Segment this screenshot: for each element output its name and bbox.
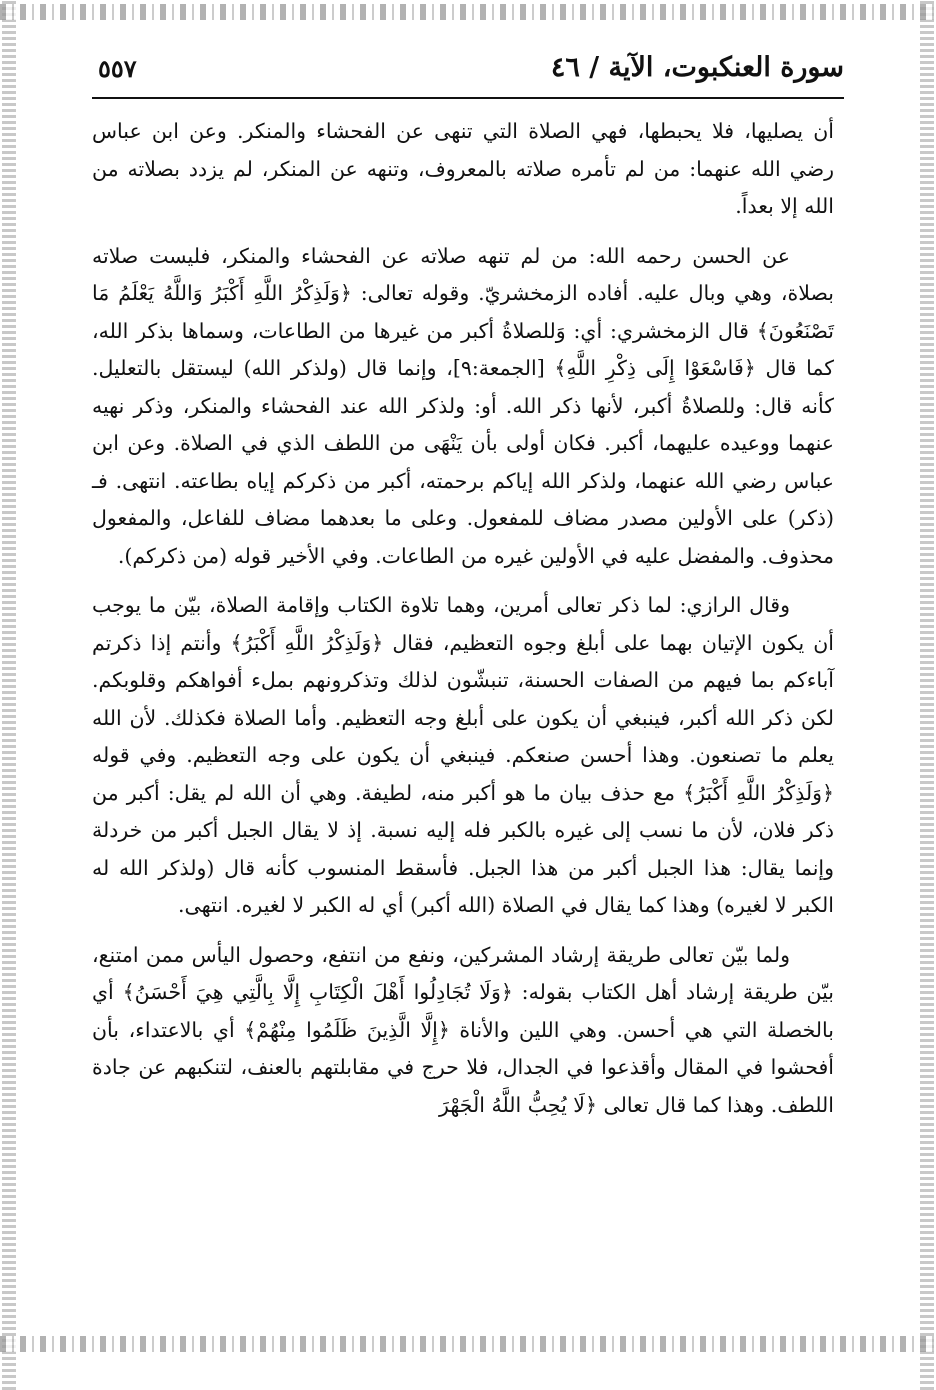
paragraph-3: وقال الرازي: لما ذكر تعالى أمرين، وهما تلاوة الكتاب وإقامة الصلاة، بيّن ما يوجب أن يكون الإتيان بهما على أبلغ وجوه التعظيم، فقال ﴿وَلَذِكْرُ اللَّهِ أَكْبَرُ﴾ وأنتم إذا ذكرتم آباءكم بما فيهم من الصفات الحسنة، تنبشّون لذلك وتذكرونهم بملء أفواهكم وقلوبكم. لكن ذكر الله أكبر، فينبغي أن يكون على أبلغ وجه التعظيم. وأما الصلاة فكذلك. لأن الله يعلم ما تصنعون. وهذا أحسن صنعكم. فينبغي أن يكون على وجه التعظيم. وفي قوله ﴿وَلَذِكْرُ اللَّهِ أَكْبَرُ﴾ مع حذف بيان ما هو أكبر منه، لطيفة. وهي أن الله لم يقل: أكبر من ذكر فلان، لأن ما نسب إلى غيره بالكبر فله إليه نسبة. إذ لا يقال الجبل أكبر من خردلة وإنما يقال: هذا الجبل أكبر من هذا الجبل. فأسقط المنسوب كأنه قال (ولذكر الله له الكبر لا لغيره) وهذا كما يقال في الصلاة (الله أكبر) أي له الكبر لا لغيره. انتهى.: [92, 593, 834, 917]
left-ornamental-border: [2, 0, 16, 1390]
bottom-ornamental-border: [0, 1336, 936, 1352]
header-rule: [92, 97, 844, 99]
page-body: [92, 113, 834, 1136]
paragraph-2: عن الحسن رحمه الله: من لم تنهه صلاته عن الفحشاء والمنكر، فليست صلاته بصلاة، وهي وبال عليه. أفاده الزمخشريّ. وقوله تعالى: ﴿وَلَذِكْرُ اللَّهِ أَكْبَرُ وَاللَّهُ يَعْلَمُ مَا تَصْنَعُونَ﴾ قال الزمخشري: أي: وَللصلاةُ أكبر من غيرها من الطاعات، وسماها بذكر الله، كما قال ﴿فَاسْعَوْا إِلَى ذِكْرِ اللَّهِ﴾ [الجمعة:٩]، وإنما قال (ولذكر الله) ليستقل بالتعليل. كأنه قال: وللصلاةُ أكبر، لأنها ذكر الله. أو: ولذكر الله عند الفحشاء والمنكر، وذكر نهيه عنهما ووعيده عليهما، أكبر. فكان أولى بأن يَنْهَى من اللطف الذي في الصلاة. وعن ابن عباس رضي الله عنهما، ولذكر الله إياكم برحمته، أكبر من ذكركم إياه بطاعته. انتهى. فـ (ذكر) على الأولين مصدر مضاف للمفعول. وعلى ما بعدهما مضاف للفاعل، والمفعول محذوف. والمفضل عليه في الأولين غيره من الطاعات. وفي الأخير قوله (من ذكركم).: [92, 243, 834, 568]
page-number: ٥٥٧: [98, 54, 137, 83]
page-header: [92, 52, 844, 96]
paragraph-1: أن يصليها، فلا يحبطها، فهي الصلاة التي تنهى عن الفحشاء والمنكر. وعن ابن عباس رضي الله عنهما: من لم تأمره صلاته بالمعروف، وتنهه عن المنكر، لم يزدد بصلاته من الله إلا بعداً.: [92, 119, 834, 218]
paragraph-4: ولما بيّن تعالى طريقة إرشاد المشركين، ونفع من انتفع، وحصول اليأس ممن امتنع، بيّن طريقة إرشاد أهل الكتاب بقوله: ﴿وَلَا تُجَادِلُوا أَهْلَ الْكِتَابِ إِلَّا بِالَّتِي هِيَ أَحْسَنُ﴾ أي بالخصلة التي هي أحسن. وهي اللين والأناة ﴿إِلَّا الَّذِينَ ظَلَمُوا مِنْهُمْ﴾ أي بالاعتداء، بأن أفحشوا في المقال وأقذعوا في الجدال، فلا حرج في مقابلتهم بالعنف، لتنكبهم عن جادة اللطف. وهذا كما قال تعالى ﴿لَا يُحِبُّ اللَّهُ الْجَهْرَ: [92, 942, 834, 1117]
right-ornamental-border: [920, 0, 934, 1390]
surah-title: سورة العنكبوت، الآية / ٤٦: [550, 52, 844, 83]
top-ornamental-border: [0, 4, 936, 20]
